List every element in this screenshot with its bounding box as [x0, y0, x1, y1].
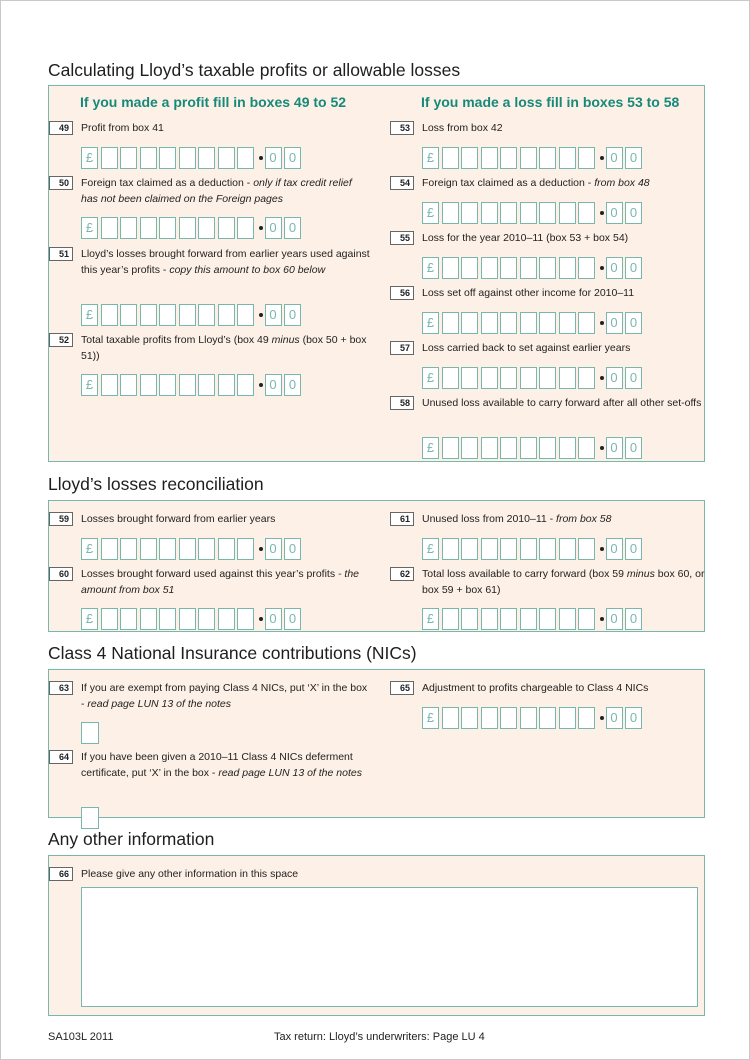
digit-cell[interactable] — [481, 367, 498, 389]
pound-sign-cell[interactable]: £ — [422, 202, 439, 224]
digit-cell[interactable] — [559, 707, 576, 729]
pence-cell: 0 — [265, 608, 282, 630]
pound-sign-cell[interactable]: £ — [422, 312, 439, 334]
box-label-text: Losses brought forward used against this year’s profits — [81, 568, 338, 580]
digit-cell[interactable] — [481, 257, 498, 279]
x-checkbox[interactable] — [81, 722, 99, 744]
decimal-point — [259, 226, 263, 230]
pence-cell: 0 — [625, 312, 642, 334]
box-number: 53 — [390, 121, 414, 135]
digit-cell[interactable] — [520, 312, 537, 334]
pence-cell: 0 — [606, 437, 623, 459]
digit-cell[interactable] — [179, 147, 196, 169]
digit-cell[interactable] — [559, 538, 576, 560]
digit-cell[interactable] — [442, 608, 459, 630]
amount-input[interactable] — [422, 707, 658, 731]
box-label-note: minus — [626, 568, 655, 580]
box-label — [422, 121, 712, 137]
amount-input[interactable] — [422, 257, 658, 281]
box-label: Please give any other information in this space — [81, 868, 299, 880]
pence-cell: 0 — [625, 257, 642, 279]
box-number: 66 — [49, 867, 73, 881]
pence-cell: 0 — [284, 304, 301, 326]
decimal-point — [600, 716, 604, 720]
box-number: 51 — [49, 247, 73, 261]
digit-cell[interactable] — [179, 608, 196, 630]
box-label-note: from box 58 — [556, 513, 612, 525]
digit-cell[interactable] — [520, 608, 537, 630]
digit-cell[interactable] — [481, 437, 498, 459]
pence-cell: 0 — [606, 312, 623, 334]
box-label-tail: (box 50 + box 51)) — [81, 334, 367, 362]
digit-cell[interactable] — [539, 538, 556, 560]
decimal-point — [259, 313, 263, 317]
decimal-point — [600, 321, 604, 325]
digit-cell[interactable] — [500, 608, 517, 630]
digit-cell[interactable] — [198, 217, 215, 239]
digit-cell[interactable] — [539, 257, 556, 279]
digit-cell[interactable] — [218, 374, 235, 396]
digit-cell[interactable] — [578, 707, 595, 729]
amount-input[interactable] — [81, 217, 317, 241]
digit-cell[interactable] — [101, 217, 118, 239]
pence-cell: 0 — [606, 257, 623, 279]
decimal-point — [600, 617, 604, 621]
digit-cell[interactable] — [539, 437, 556, 459]
digit-cell[interactable] — [140, 217, 157, 239]
box-number: 60 — [49, 567, 73, 581]
digit-cell[interactable] — [500, 202, 517, 224]
box-number: 59 — [49, 512, 73, 526]
digit-cell[interactable] — [578, 608, 595, 630]
amount-input[interactable] — [422, 147, 658, 171]
box-label — [422, 176, 712, 192]
digit-cell[interactable] — [559, 437, 576, 459]
x-checkbox[interactable] — [81, 807, 99, 829]
box-label — [422, 396, 712, 412]
amount-input[interactable] — [81, 304, 317, 328]
box-label-text: Adjustment to profits chargeable to Class 4 NICs — [422, 682, 649, 694]
decimal-point — [600, 211, 604, 215]
digit-cell[interactable] — [500, 367, 517, 389]
digit-cell[interactable] — [481, 202, 498, 224]
digit-cell[interactable] — [461, 437, 478, 459]
digit-cell[interactable] — [539, 707, 556, 729]
nics-panel — [48, 669, 705, 818]
decimal-point — [259, 156, 263, 160]
digit-cell[interactable] — [500, 312, 517, 334]
box-label — [422, 341, 712, 357]
pence-cell: 0 — [625, 202, 642, 224]
amount-input[interactable] — [81, 538, 317, 562]
decimal-point — [600, 156, 604, 160]
digit-cell[interactable] — [218, 608, 235, 630]
pence-cell: 0 — [625, 538, 642, 560]
pound-sign-cell[interactable]: £ — [422, 367, 439, 389]
section-title-profits: Calculating Lloyd’s taxable profits or allowable losses — [48, 60, 461, 80]
box-label-note: only if tax credit relief has not been claimed on the Foreign pages — [81, 177, 352, 205]
digit-cell[interactable] — [578, 147, 595, 169]
pound-sign-cell[interactable]: £ — [422, 538, 439, 560]
digit-cell[interactable] — [520, 257, 537, 279]
box-label — [81, 567, 371, 598]
digit-cell[interactable] — [159, 538, 176, 560]
box-number: 49 — [49, 121, 73, 135]
digit-cell[interactable] — [578, 437, 595, 459]
box-label-text: Losses brought forward from earlier years — [81, 513, 276, 525]
digit-cell[interactable] — [237, 304, 254, 326]
digit-cell[interactable] — [578, 202, 595, 224]
box-number: 64 — [49, 750, 73, 764]
box-number: 55 — [390, 231, 414, 245]
digit-cell[interactable] — [140, 147, 157, 169]
box-number: 62 — [390, 567, 414, 581]
digit-cell[interactable] — [481, 147, 498, 169]
section-title-nics: Class 4 National Insurance contributions (NICs) — [48, 643, 417, 663]
digit-cell[interactable] — [500, 437, 517, 459]
box-label-text: Total loss available to carry forward (box 59 — [422, 568, 627, 580]
pence-cell: 0 — [606, 147, 623, 169]
decimal-point — [259, 383, 263, 387]
box-label — [422, 286, 712, 302]
box-label-tail: box 60, or box 59 + box 61) — [422, 568, 705, 596]
box-label-text: Loss from box 42 — [422, 122, 503, 134]
box-label-note: read page LUN 13 of the notes — [218, 766, 362, 779]
pence-cell: 0 — [284, 217, 301, 239]
pence-cell: 0 — [265, 538, 282, 560]
amount-input[interactable] — [81, 374, 317, 398]
digit-cell[interactable] — [218, 538, 235, 560]
pound-sign-cell[interactable]: £ — [81, 374, 98, 396]
digit-cell[interactable] — [461, 367, 478, 389]
digit-cell[interactable] — [481, 608, 498, 630]
box-label — [81, 681, 371, 712]
digit-cell[interactable] — [442, 367, 459, 389]
pound-sign-cell[interactable]: £ — [81, 608, 98, 630]
digit-cell[interactable] — [179, 538, 196, 560]
box-number: 63 — [49, 681, 73, 695]
box-label — [81, 176, 371, 207]
box-label — [81, 121, 371, 137]
digit-cell[interactable] — [120, 147, 137, 169]
box-number: 56 — [390, 286, 414, 300]
amount-input[interactable] — [422, 312, 658, 336]
box-label — [422, 512, 712, 528]
digit-cell[interactable] — [237, 608, 254, 630]
digit-cell[interactable] — [539, 147, 556, 169]
box-label — [422, 567, 712, 598]
digit-cell[interactable] — [120, 538, 137, 560]
digit-cell[interactable] — [101, 304, 118, 326]
digit-cell[interactable] — [179, 374, 196, 396]
digit-cell[interactable] — [159, 374, 176, 396]
pence-cell: 0 — [625, 437, 642, 459]
pence-cell: 0 — [625, 147, 642, 169]
amount-input[interactable] — [422, 538, 658, 562]
digit-cell[interactable] — [198, 147, 215, 169]
digit-cell[interactable] — [159, 304, 176, 326]
decimal-point — [600, 547, 604, 551]
digit-cell[interactable] — [500, 147, 517, 169]
digit-cell[interactable] — [198, 374, 215, 396]
amount-input[interactable] — [422, 202, 658, 226]
loss-column-heading: If you made a loss fill in boxes 53 to 58 — [421, 94, 680, 110]
box-label — [422, 231, 712, 247]
digit-cell[interactable] — [481, 707, 498, 729]
box-label — [81, 333, 371, 364]
digit-cell[interactable] — [500, 257, 517, 279]
digit-cell[interactable] — [539, 202, 556, 224]
pound-sign-cell[interactable]: £ — [422, 147, 439, 169]
digit-cell[interactable] — [539, 312, 556, 334]
digit-cell[interactable] — [559, 147, 576, 169]
pence-cell: 0 — [284, 374, 301, 396]
digit-cell[interactable] — [237, 538, 254, 560]
box-number: 50 — [49, 176, 73, 190]
pence-cell: 0 — [284, 147, 301, 169]
box-label-note: - the amount from box 51 — [81, 568, 360, 596]
box-label-text: Foreign tax claimed as a deduction - — [422, 177, 595, 189]
digit-cell[interactable] — [442, 147, 459, 169]
digit-cell[interactable] — [481, 538, 498, 560]
digit-cell[interactable] — [559, 608, 576, 630]
pence-cell: 0 — [606, 367, 623, 389]
box-label-text: Total taxable profits from Lloyd’s (box 49 — [81, 334, 272, 346]
digit-cell[interactable] — [237, 147, 254, 169]
pence-cell: 0 — [284, 608, 301, 630]
digit-cell[interactable] — [520, 367, 537, 389]
reconciliation-panel — [48, 500, 705, 632]
box-label-text: Foreign tax claimed as a deduction - — [81, 177, 254, 189]
page-title: Tax return: Lloyd’s underwriters: Page LU 4 — [274, 1031, 485, 1043]
decimal-point — [600, 376, 604, 380]
box-label-note: from box 48 — [594, 177, 650, 189]
section-title-other: Any other information — [48, 829, 215, 849]
digit-cell[interactable] — [461, 707, 478, 729]
pound-sign-cell[interactable]: £ — [422, 257, 439, 279]
pence-cell: 0 — [606, 538, 623, 560]
box-label-text: Loss carried back to set against earlier years — [422, 342, 631, 354]
box-label-text: Loss for the year 2010–11 (box 53 + box 54) — [422, 232, 629, 244]
digit-cell[interactable] — [101, 374, 118, 396]
profit-column-heading: If you made a profit fill in boxes 49 to 52 — [80, 94, 347, 110]
digit-cell[interactable] — [218, 304, 235, 326]
decimal-point — [600, 446, 604, 450]
amount-input[interactable] — [422, 437, 658, 461]
pence-cell: 0 — [265, 217, 282, 239]
digit-cell[interactable] — [159, 147, 176, 169]
digit-cell[interactable] — [461, 202, 478, 224]
box-label-note: minus — [271, 334, 300, 346]
digit-cell[interactable] — [179, 304, 196, 326]
digit-cell[interactable] — [442, 437, 459, 459]
pence-cell: 0 — [625, 608, 642, 630]
digit-cell[interactable] — [237, 374, 254, 396]
other-info-panel — [48, 855, 705, 1016]
box-number: 54 — [390, 176, 414, 190]
box-label-text: Unused loss from 2010–11 - — [422, 513, 557, 525]
box-label-text: If you are exempt from paying Class 4 NICs, put ‘X’ in the box - — [81, 682, 368, 710]
digit-cell[interactable] — [520, 538, 537, 560]
box-label-note: read page LUN 13 of the notes — [87, 697, 232, 710]
pence-cell: 0 — [265, 147, 282, 169]
digit-cell[interactable] — [101, 538, 118, 560]
pence-cell: 0 — [606, 707, 623, 729]
pound-sign-cell[interactable]: £ — [81, 538, 98, 560]
digit-cell[interactable] — [120, 217, 137, 239]
digit-cell[interactable] — [140, 608, 157, 630]
box-label — [422, 681, 712, 697]
digit-cell[interactable] — [442, 202, 459, 224]
digit-cell[interactable] — [101, 147, 118, 169]
digit-cell[interactable] — [442, 257, 459, 279]
digit-cell[interactable] — [461, 312, 478, 334]
digit-cell[interactable] — [140, 538, 157, 560]
digit-cell[interactable] — [578, 312, 595, 334]
box-number: 58 — [390, 396, 414, 410]
digit-cell[interactable] — [159, 217, 176, 239]
digit-cell[interactable] — [461, 257, 478, 279]
digit-cell[interactable] — [559, 257, 576, 279]
decimal-point — [259, 547, 263, 551]
pound-sign-cell[interactable]: £ — [81, 304, 98, 326]
pound-sign-cell[interactable]: £ — [422, 608, 439, 630]
amount-input[interactable] — [422, 367, 658, 391]
digit-cell[interactable] — [120, 304, 137, 326]
box-number: 57 — [390, 341, 414, 355]
pound-sign-cell[interactable]: £ — [422, 437, 439, 459]
digit-cell[interactable] — [442, 312, 459, 334]
digit-cell[interactable] — [218, 147, 235, 169]
pound-sign-cell[interactable]: £ — [81, 217, 98, 239]
pence-cell: 0 — [625, 707, 642, 729]
digit-cell[interactable] — [140, 304, 157, 326]
pence-cell: 0 — [606, 202, 623, 224]
digit-cell[interactable] — [520, 707, 537, 729]
amount-input[interactable] — [422, 608, 658, 632]
decimal-point — [600, 266, 604, 270]
digit-cell[interactable] — [442, 538, 459, 560]
pound-sign-cell[interactable]: £ — [81, 147, 98, 169]
digit-cell[interactable] — [237, 217, 254, 239]
digit-cell[interactable] — [179, 217, 196, 239]
digit-cell[interactable] — [218, 217, 235, 239]
digit-cell[interactable] — [520, 437, 537, 459]
digit-cell[interactable] — [520, 147, 537, 169]
digit-cell[interactable] — [578, 257, 595, 279]
amount-input[interactable] — [81, 608, 317, 632]
box-label-text: If you have been given a 2010–11 Class 4 NICs deferment certificate, put ‘X’ in the box - — [81, 751, 353, 779]
box-label-text: Unused loss available to carry forward after all other set-offs — [422, 397, 702, 409]
digit-cell[interactable] — [520, 202, 537, 224]
digit-cell[interactable] — [500, 538, 517, 560]
box-label-text: Loss set off against other income for 2010–11 — [422, 287, 635, 299]
digit-cell[interactable] — [120, 608, 137, 630]
box-label — [81, 512, 371, 528]
digit-cell[interactable] — [559, 312, 576, 334]
digit-cell[interactable] — [539, 367, 556, 389]
digit-cell[interactable] — [442, 707, 459, 729]
box-number: 65 — [390, 681, 414, 695]
digit-cell[interactable] — [500, 707, 517, 729]
digit-cell[interactable] — [578, 538, 595, 560]
digit-cell[interactable] — [198, 538, 215, 560]
digit-cell[interactable] — [198, 304, 215, 326]
digit-cell[interactable] — [461, 147, 478, 169]
decimal-point — [259, 617, 263, 621]
other-information-textarea[interactable] — [81, 887, 698, 1007]
digit-cell[interactable] — [198, 608, 215, 630]
digit-cell[interactable] — [120, 374, 137, 396]
digit-cell[interactable] — [159, 608, 176, 630]
form-code: SA103L 2011 — [48, 1031, 114, 1043]
digit-cell[interactable] — [140, 374, 157, 396]
box-label-text: Lloyd’s losses brought forward from earlier years used against this year’s profits - — [81, 248, 370, 276]
digit-cell[interactable] — [481, 312, 498, 334]
box-label — [81, 750, 371, 781]
box-label-note: copy this amount to box 60 below — [169, 263, 326, 276]
digit-cell[interactable] — [539, 608, 556, 630]
digit-cell[interactable] — [101, 608, 118, 630]
box-number: 52 — [49, 333, 73, 347]
box-number: 61 — [390, 512, 414, 526]
digit-cell[interactable] — [578, 367, 595, 389]
pence-cell: 0 — [284, 538, 301, 560]
pound-sign-cell[interactable]: £ — [422, 707, 439, 729]
section-title-reconciliation: Lloyd’s losses reconciliation — [48, 474, 264, 494]
digit-cell[interactable] — [461, 538, 478, 560]
box-label-text: Profit from box 41 — [81, 122, 164, 134]
amount-input[interactable] — [81, 147, 317, 171]
pence-cell: 0 — [265, 374, 282, 396]
digit-cell[interactable] — [559, 367, 576, 389]
digit-cell[interactable] — [461, 608, 478, 630]
pence-cell: 0 — [625, 367, 642, 389]
digit-cell[interactable] — [559, 202, 576, 224]
pence-cell: 0 — [265, 304, 282, 326]
profits-panel — [48, 85, 705, 462]
pence-cell: 0 — [606, 608, 623, 630]
box-label — [81, 247, 371, 278]
